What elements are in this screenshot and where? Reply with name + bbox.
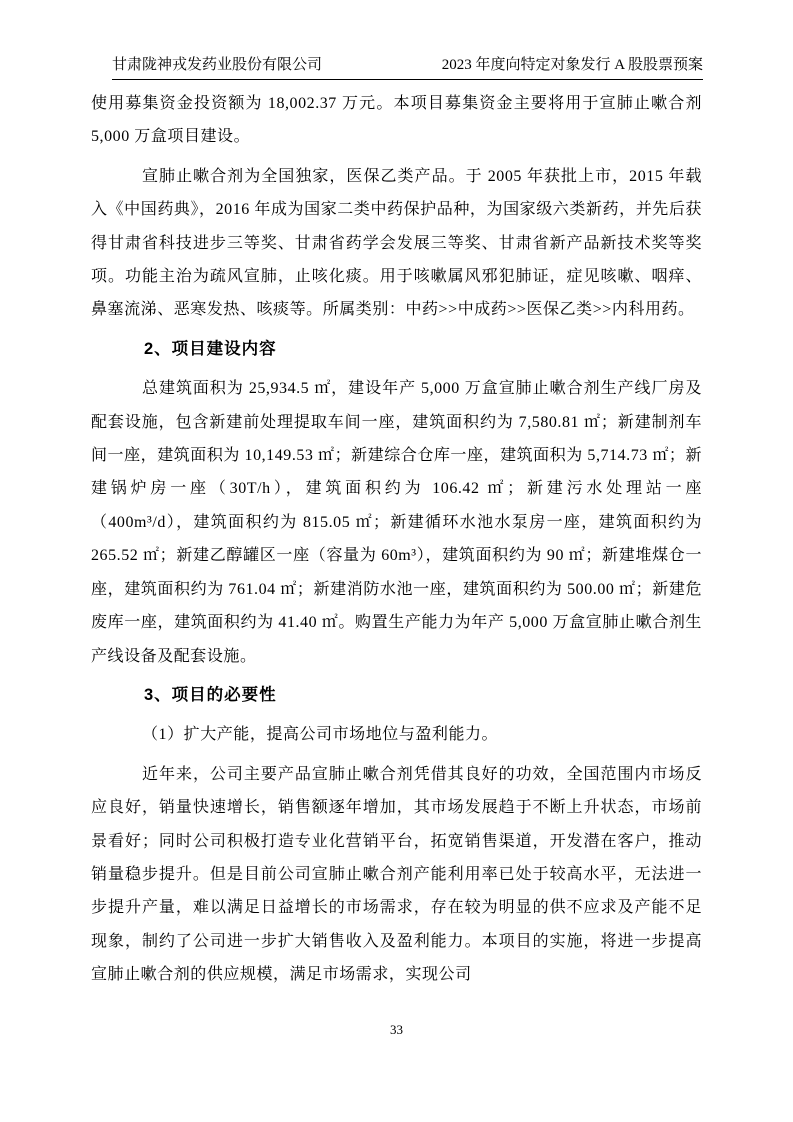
paragraph-product-description: 宣肺止嗽合剂为全国独家，医保乙类产品。于 2005 年获批上市，2015 年载入《中国药典》，2016 年成为国家二类中药保护品种，为国家级六类新药，并先后获得甘肃省科技进步三等奖、甘肃省药学会发展三等奖、甘肃省新产品新技术奖等奖项。功能主治为疏风宣肺，止咳化痰。用于咳嗽属风邪犯肺证，症见咳嗽、咽痒、鼻塞流涕、恶寒发热、咳痰等。所属类别：中药>>中成药>>医保乙类>>内科用药。 — [91, 167, 702, 319]
paragraph-construction-details: 总建筑面积为 25,934.5 ㎡，建设年产 5,000 万盒宣肺止嗽合剂生产线厂房及配套设施，包含新建前处理提取车间一座，建筑面积约为 7,580.81 ㎡；新建制剂车间一座，建筑面积为 10,149.53 ㎡；新建综合仓库一座，建筑面积为 5,714.73 ㎡；新建锅炉房一座（30T/h），建筑面积约为 106.42 ㎡；新建污水处理站一座（400m³/d），建筑面积约为 815.05 ㎡；新建循环水池水泵房一座，建筑面积约为 265.52 ㎡；新建乙醇罐区一座（容量为 60m³），建筑面积约为 90 ㎡；新建堆煤仓一座，建筑面积约为 761.04 ㎡；新建消防水池一座，建筑面积约为 500.00 ㎡；新建危废库一座，建筑面积约为 41.40 ㎡。购置生产能力为年产 5,000 万盒宣肺止嗽合剂生产线设备及配套设施。 — [91, 380, 702, 665]
page-header — [112, 56, 703, 80]
document-body — [91, 87, 702, 998]
header-company-name: 甘肃陇神戎发药业股份有限公司 — [112, 57, 323, 73]
page-number: 33 — [390, 1022, 403, 1037]
paragraph-necessity-item-1: （1）扩大产能，提高公司市场地位与盈利能力。 — [142, 726, 499, 744]
paragraph-necessity-detail: 近年来，公司主要产品宣肺止嗽合剂凭借其良好的功效，全国范围内市场反应良好，销量快速增长，销售额逐年增加，其市场发展趋于不断上升状态，市场前景看好；同时公司积极打造专业化营销平台，拓宽销售渠道，开发潜在客户，推动销量稳步提升。但是目前公司宣肺止嗽合剂产能利用率已处于较高水平，无法进一步提升产量，难以满足日益增长的市场需求，存在较为明显的供不应求及产能不足现象，制约了公司进一步扩大销售收入及盈利能力。本项目的实施，将进一步提高宣肺止嗽合剂的供应规模，满足市场需求，实现公司 — [91, 765, 702, 984]
section-heading-construction-content: 2、项目建设内容 — [144, 339, 277, 358]
paragraph-project-investment: 使用募集资金投资额为 18,002.37 万元。本项目募集资金主要将用于宣肺止嗽合剂 5,000 万盒项目建设。 — [91, 95, 702, 146]
header-document-title: 2023 年度向特定对象发行 A 股股票预案 — [441, 57, 703, 73]
section-heading-project-necessity: 3、项目的必要性 — [144, 685, 277, 704]
page-footer — [0, 1021, 793, 1039]
